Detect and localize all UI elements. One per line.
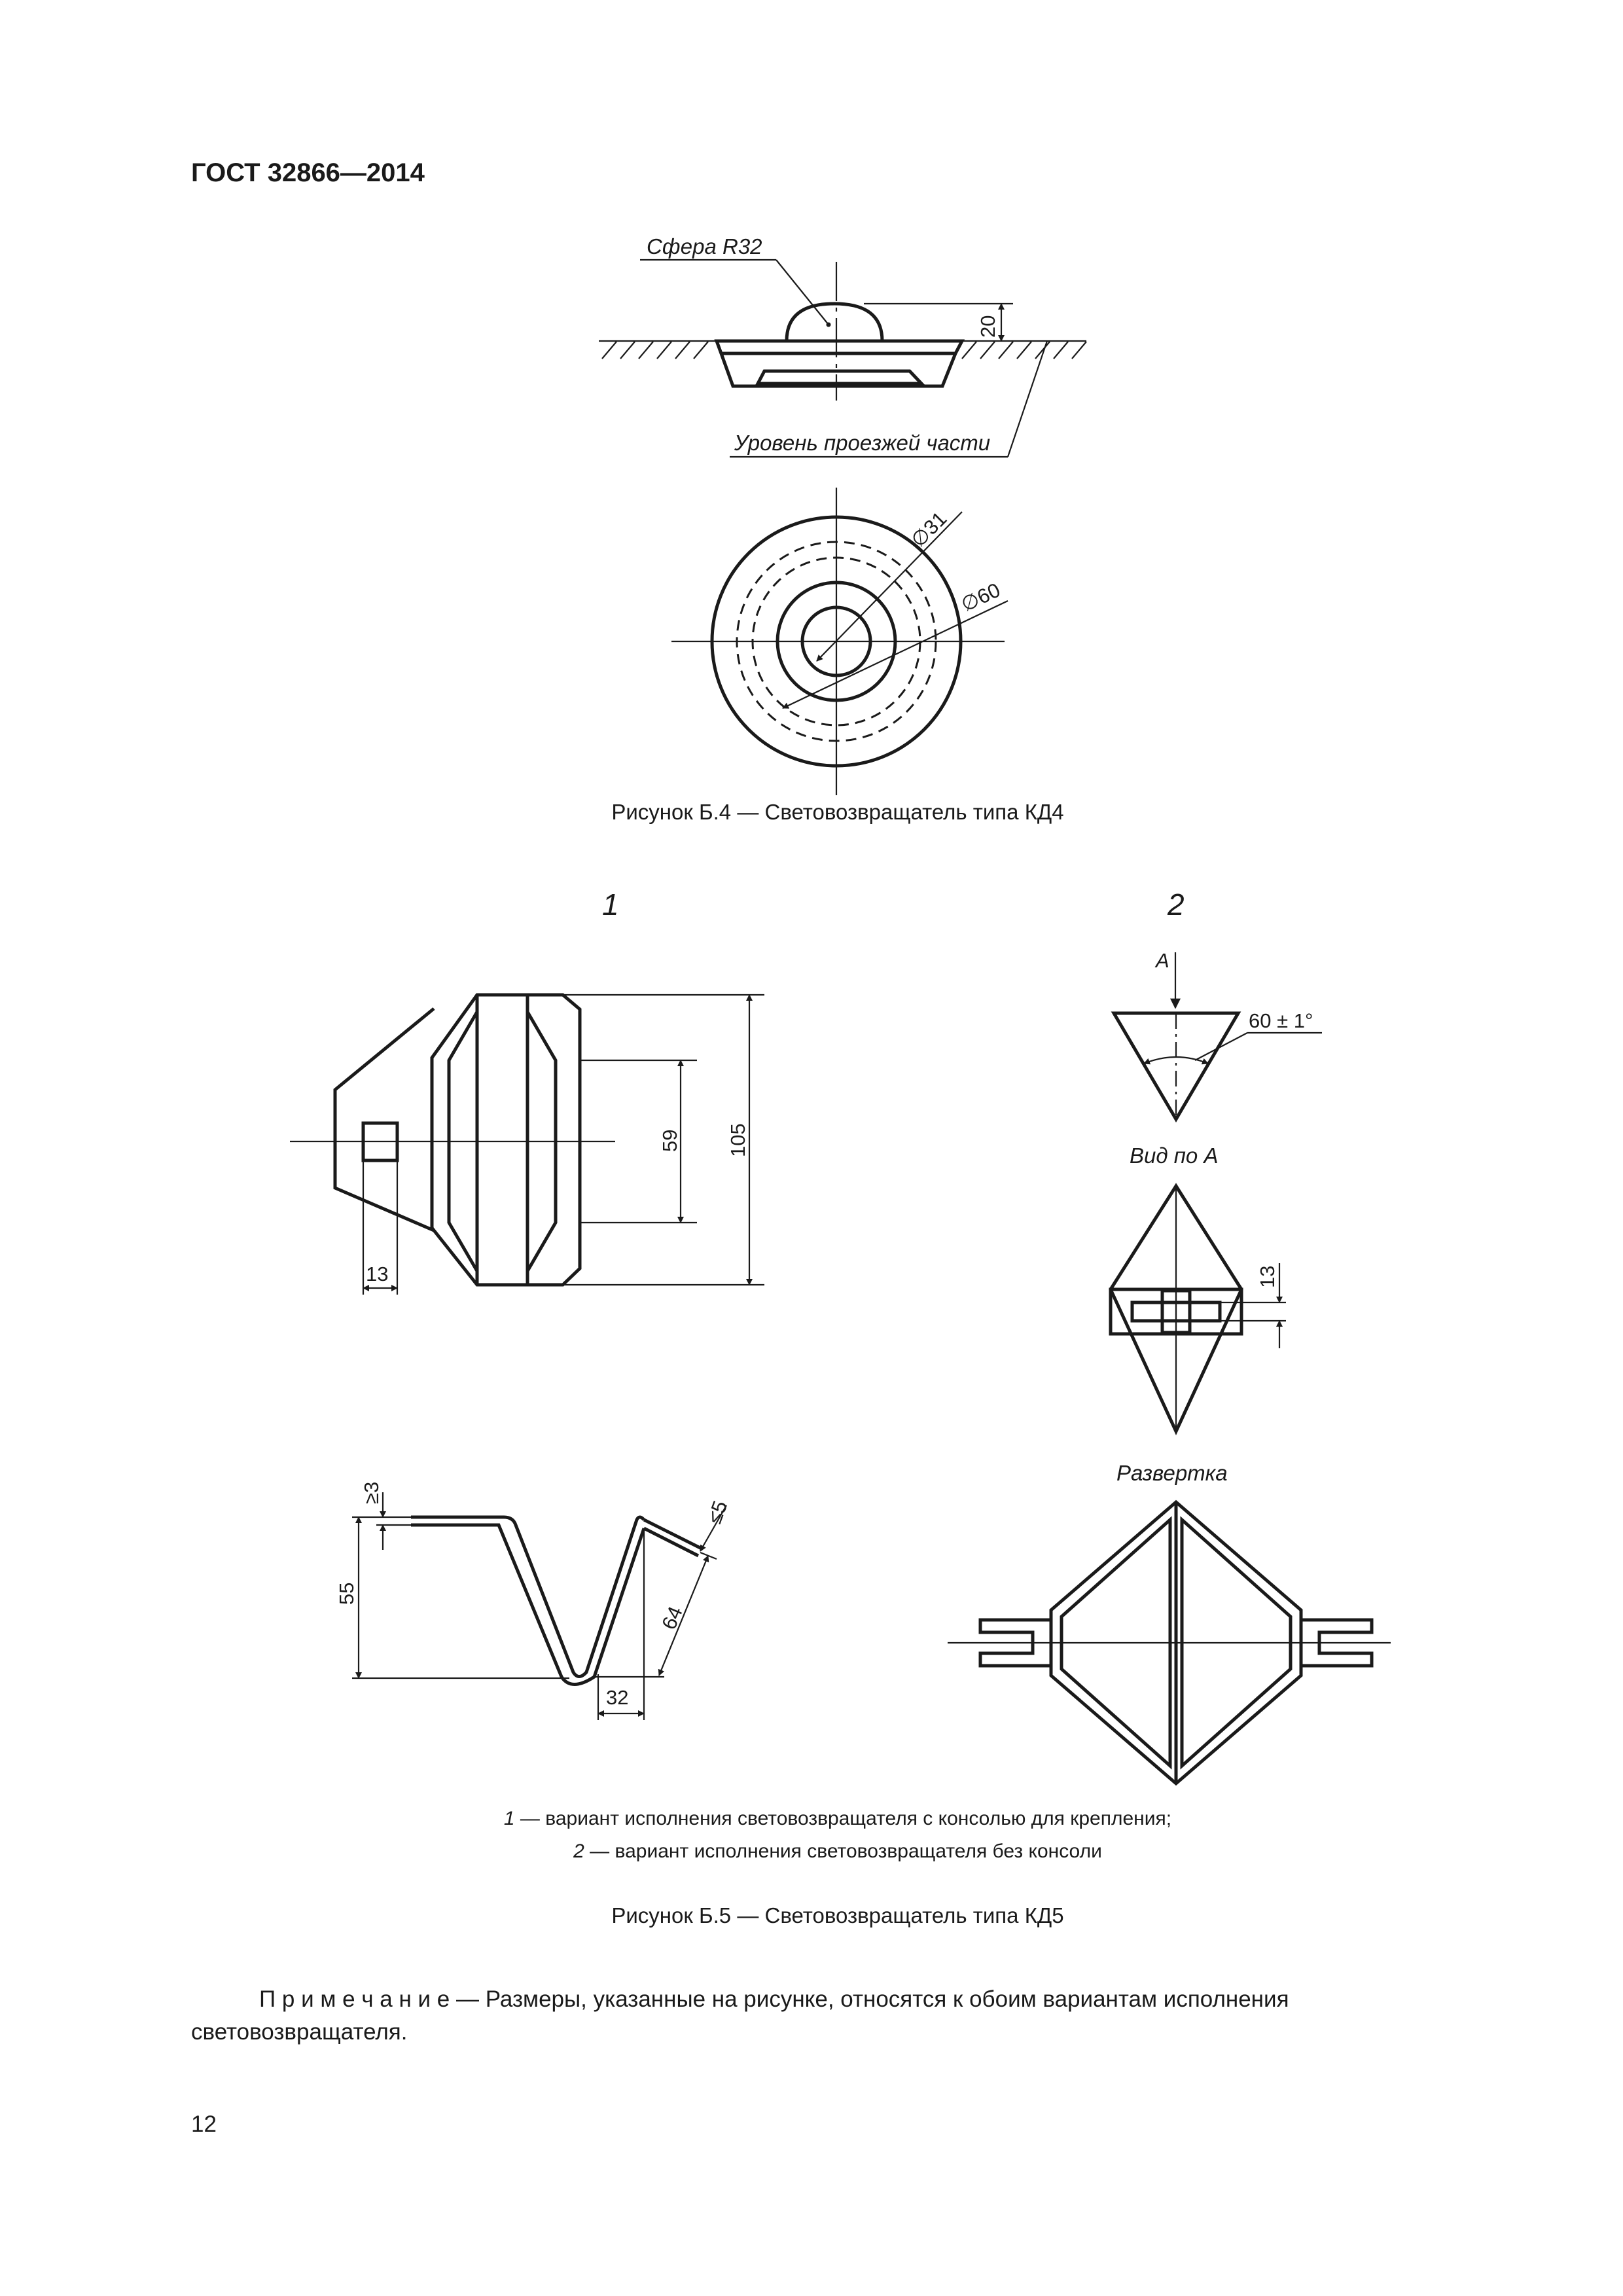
variant-1-number: 1 [602,888,619,922]
dim-diameter-31: ∅31 [906,507,952,552]
dim-64: 64 [657,1603,687,1633]
kd5-variant2-development [948,1502,1391,1784]
label-road-level: Уровень проезжей части [734,431,991,455]
razvertka-label: Развертка [1116,1461,1228,1485]
dim-55: 55 [335,1582,358,1605]
dim-le5: ≤5 [702,1498,732,1527]
legend-2-text: — вариант исполнения световозвращателя без консоли [584,1840,1102,1862]
legend-2-number: 2 [573,1840,584,1862]
note-text: — Размеры, указанные на рисунке, относятся к обоим вариантам исполнения световозвращателя. [191,1986,1289,2045]
note-prefix: П р и м е ч а н и е [259,1986,450,2012]
view-label: Вид по А [1130,1143,1219,1168]
document-header: ГОСТ 32866—2014 [191,158,425,187]
variant-2-number: 2 [1168,888,1185,922]
page-number: 12 [191,2111,217,2137]
dim-105: 105 [726,1123,749,1157]
kd4-side-view [599,260,1086,457]
note-paragraph [191,1983,1493,2049]
label-sphere: Сфера R32 [647,234,762,259]
dim-ge3: ≥3 [360,1481,383,1504]
kd5-variant1-front [290,995,764,1295]
kd4-top-view [671,488,1008,795]
dim-59: 59 [658,1129,681,1152]
dim-angle: 60 ± 1° [1249,1009,1313,1032]
dim-13-left: 13 [366,1263,389,1285]
road-hatching [602,342,1086,359]
kd5-variant2-view-a [1111,1186,1286,1431]
dim-32: 32 [606,1686,629,1709]
dim-13-right: 13 [1256,1265,1279,1288]
legend-line-1 [0,1808,1623,1830]
legend-1-text: — вариант исполнения световозвращателя с консолью для крепления; [514,1808,1172,1829]
legend-1-number: 1 [503,1808,515,1829]
view-arrow-label: A [1156,949,1169,972]
figure-b5-caption: Рисунок Б.5 — Световозвращатель типа КД5 [611,1903,1064,1928]
figure-b4-caption: Рисунок Б.4 — Световозвращатель типа КД4 [611,800,1064,824]
dim-height-20: 20 [976,315,999,338]
legend-line-2 [0,1840,1623,1863]
kd5-variant2-triangle [1114,952,1322,1119]
dim-diameter-60: ∅60 [957,578,1004,617]
